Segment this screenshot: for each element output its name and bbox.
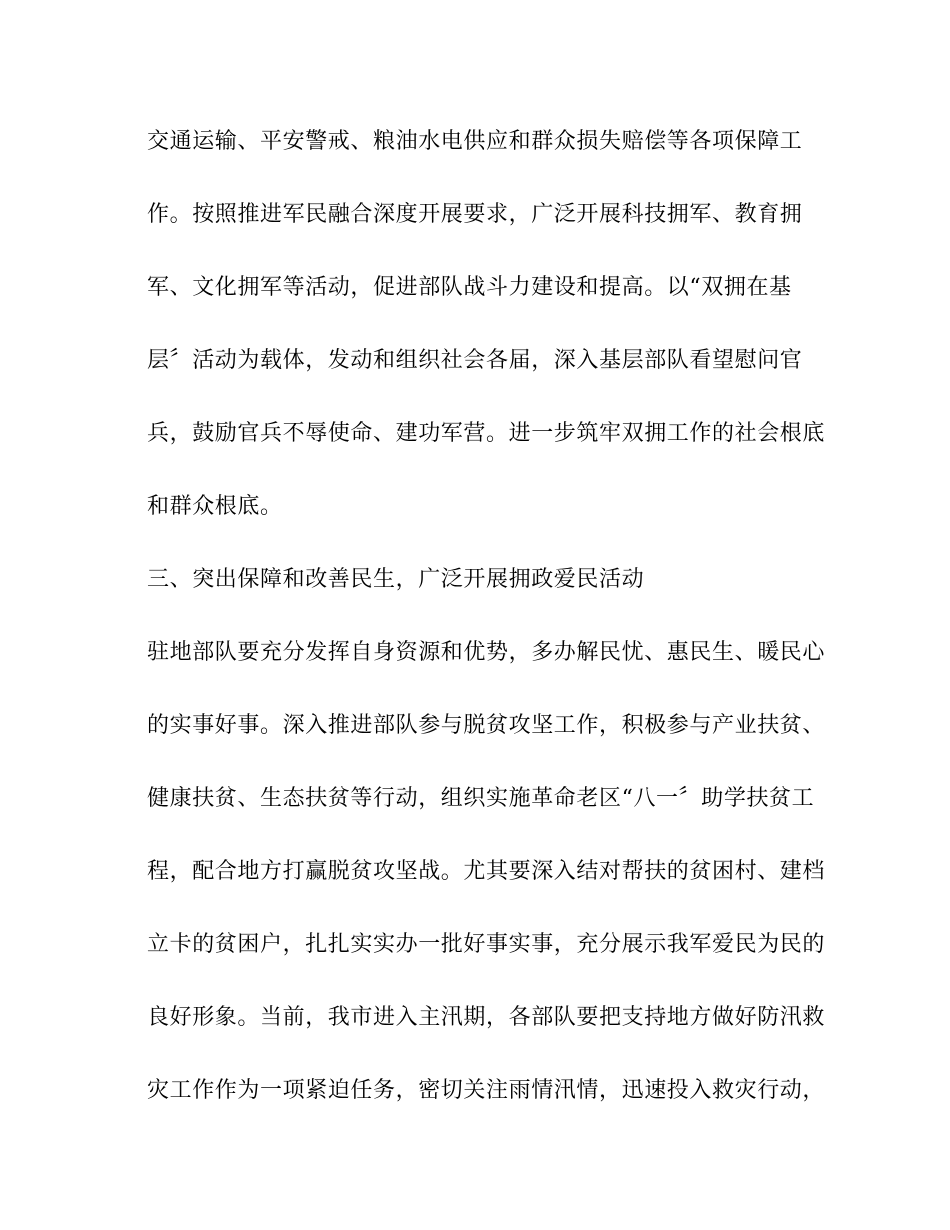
section-heading: 三、突出保障和改善民生，广泛开展拥政爱民活动 — [147, 567, 645, 592]
paragraph-line: 和群众根底。 — [147, 494, 283, 519]
paragraph-line: 健康扶贫、生态扶贫等行动，组织实施革命老区“八一〞助学扶贫工 — [147, 786, 815, 811]
body-text — [147, 122, 826, 1144]
paragraph-line: 兵，鼓励官兵不辱使命、建功军营。进一步筑牢双拥工作的社会根底 — [147, 421, 826, 446]
paragraph-line: 程，配合地方打赢脱贫攻坚战。尤其要深入结对帮扶的贫困村、建档 — [147, 859, 826, 884]
paragraph-line: 驻地部队要充分发挥自身资源和优势，多办解民忧、惠民生、暖民心 — [147, 640, 826, 665]
paragraph-line: 交通运输、平安警戒、粮油水电供应和群众损失赔偿等各项保障工 — [147, 129, 803, 154]
paragraph-line: 层〞活动为载体，发动和组织社会各届，深入基层部队看望慰问官 — [147, 348, 803, 373]
paragraph-line: 的实事好事。深入推进部队参与脱贫攻坚工作，积极参与产业扶贫、 — [147, 713, 826, 738]
paragraph-line: 军、文化拥军等活动，促进部队战斗力建设和提高。以“双拥在基 — [147, 275, 792, 300]
paragraph-line: 立卡的贫困户，扎扎实实办一批好事实事，充分展示我军爱民为民的 — [147, 932, 826, 957]
paragraph-line: 灾工作作为一项紧迫任务，密切关注雨情汛情，迅速投入救灾行动， — [147, 1078, 826, 1103]
paragraph-line: 良好形象。当前，我市进入主汛期，各部队要把支持地方做好防汛救 — [147, 1005, 826, 1030]
paragraph-line: 作。按照推进军民融合深度开展要求，广泛开展科技拥军、教育拥 — [147, 202, 803, 227]
